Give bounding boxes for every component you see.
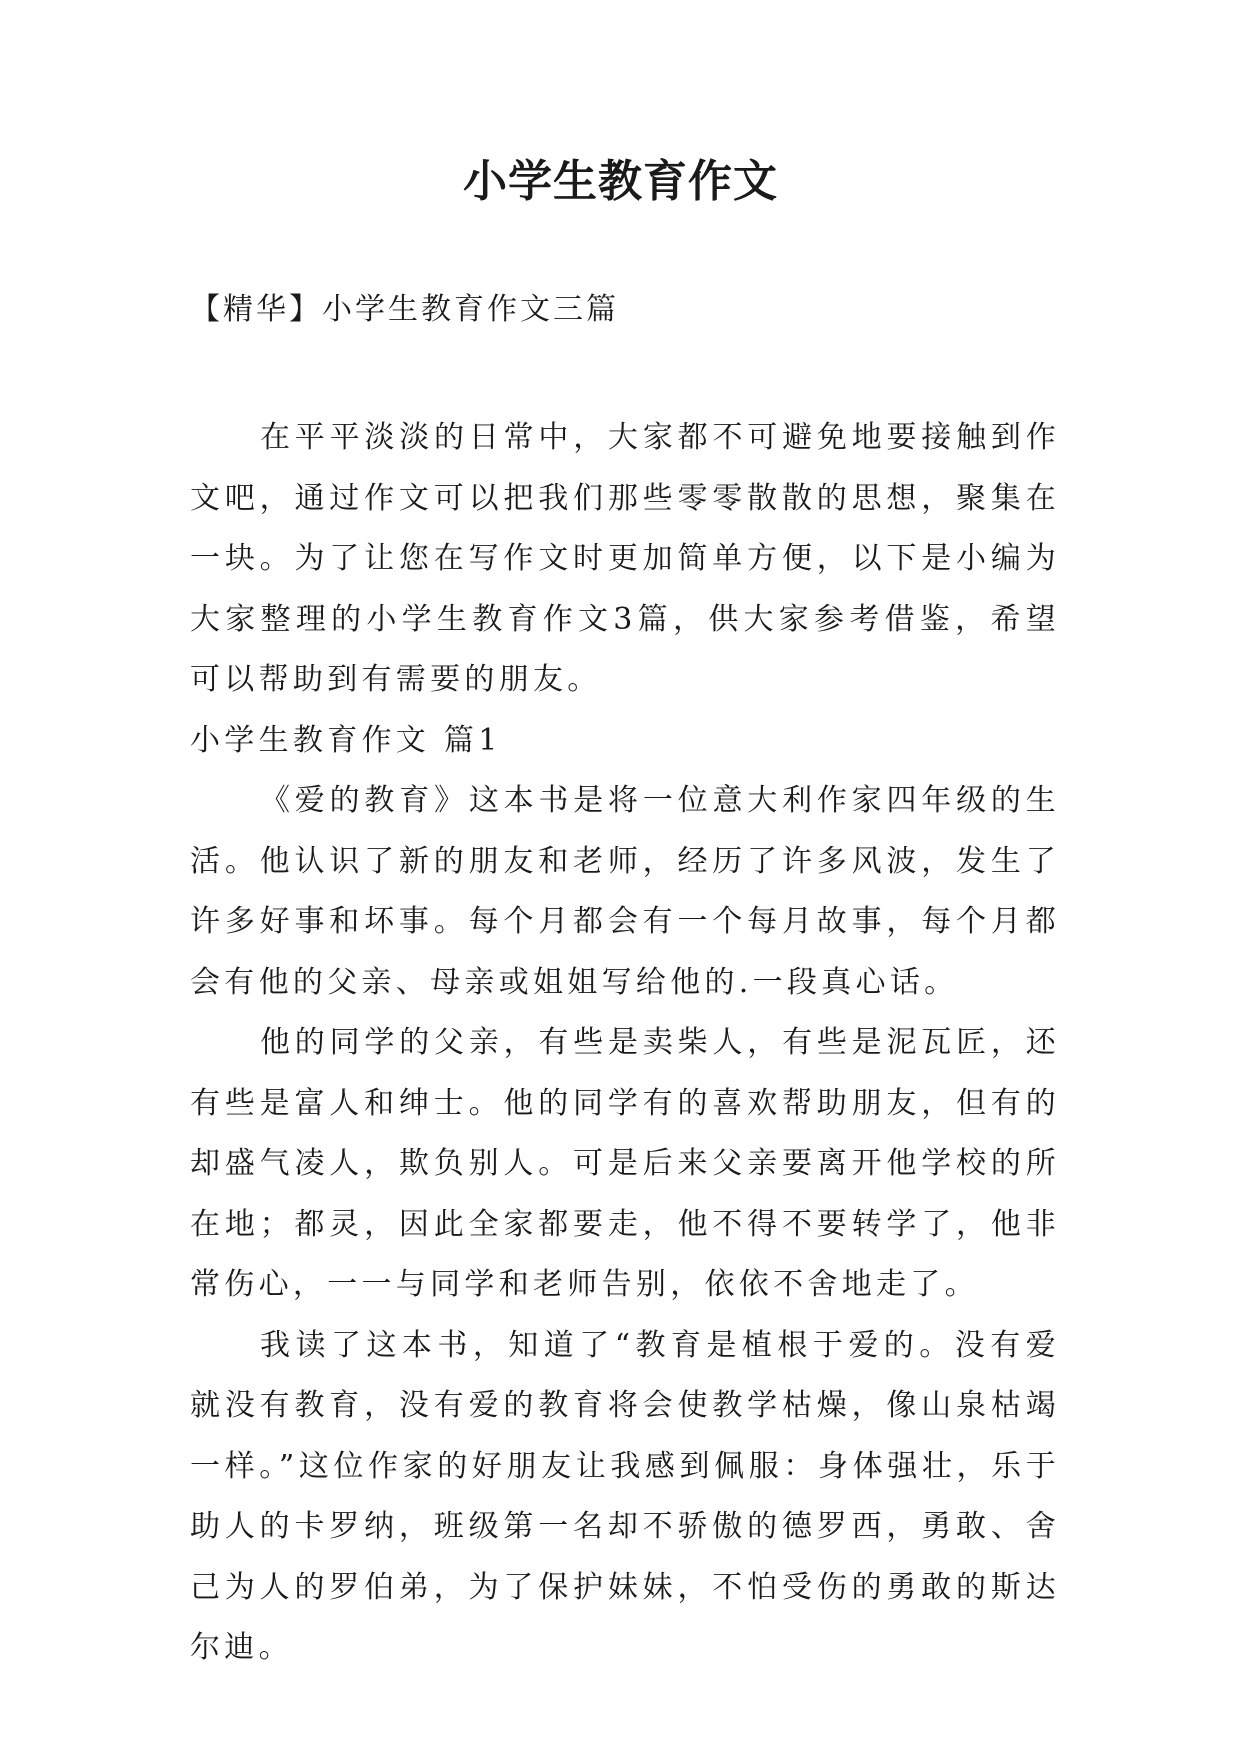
body-paragraph: 《爱的教育》这本书是将一位意大利作家四年级的生活。他认识了新的朋友和老师，经历了许多风波，发生了许多好事和坏事。每个月都会有一个每月故事，每个月都会有他的父亲、母亲或姐姐写给他的.一段真心话。: [190, 783, 1060, 1000]
document-subtitle: 【精华】小学生教育作文三篇: [190, 292, 619, 327]
document-title: 小学生教育作文: [463, 156, 778, 207]
body-paragraph: 他的同学的父亲，有些是卖柴人，有些是泥瓦匠，还有些是富人和绅士。他的同学有的喜欢帮助朋友，但有的却盛气凌人，欺负别人。可是后来父亲要离开他学校的所在地；都灵，因此全家都要走，他不得不要转学了，他非常伤心，一一与同学和老师告别，依依不舍地走了。: [190, 1025, 1060, 1302]
document-body: [190, 408, 1060, 1679]
intro-paragraph: 在平平淡淡的日常中，大家都不可避免地要接触到作文吧，通过作文可以把我们那些零零散散的思想，聚集在一块。为了让您在写作文时更加简单方便，以下是小编为大家整理的小学生教育作文3篇，供大家参考借鉴，希望可以帮助到有需要的朋友。: [190, 420, 1060, 697]
section-heading: 小学生教育作文 篇1: [190, 722, 502, 758]
body-paragraph: 我读了这本书，知道了“教育是植根于爱的。没有爱就没有教育，没有爱的教育将会使教学枯燥，像山泉枯竭一样。”这位作家的好朋友让我感到佩服：身体强壮，乐于助人的卡罗纳，班级第一名却不骄傲的德罗西，勇敢、舍己为人的罗伯弟，为了保护妹妹，不怕受伤的勇敢的斯达尔迪。: [190, 1327, 1060, 1665]
